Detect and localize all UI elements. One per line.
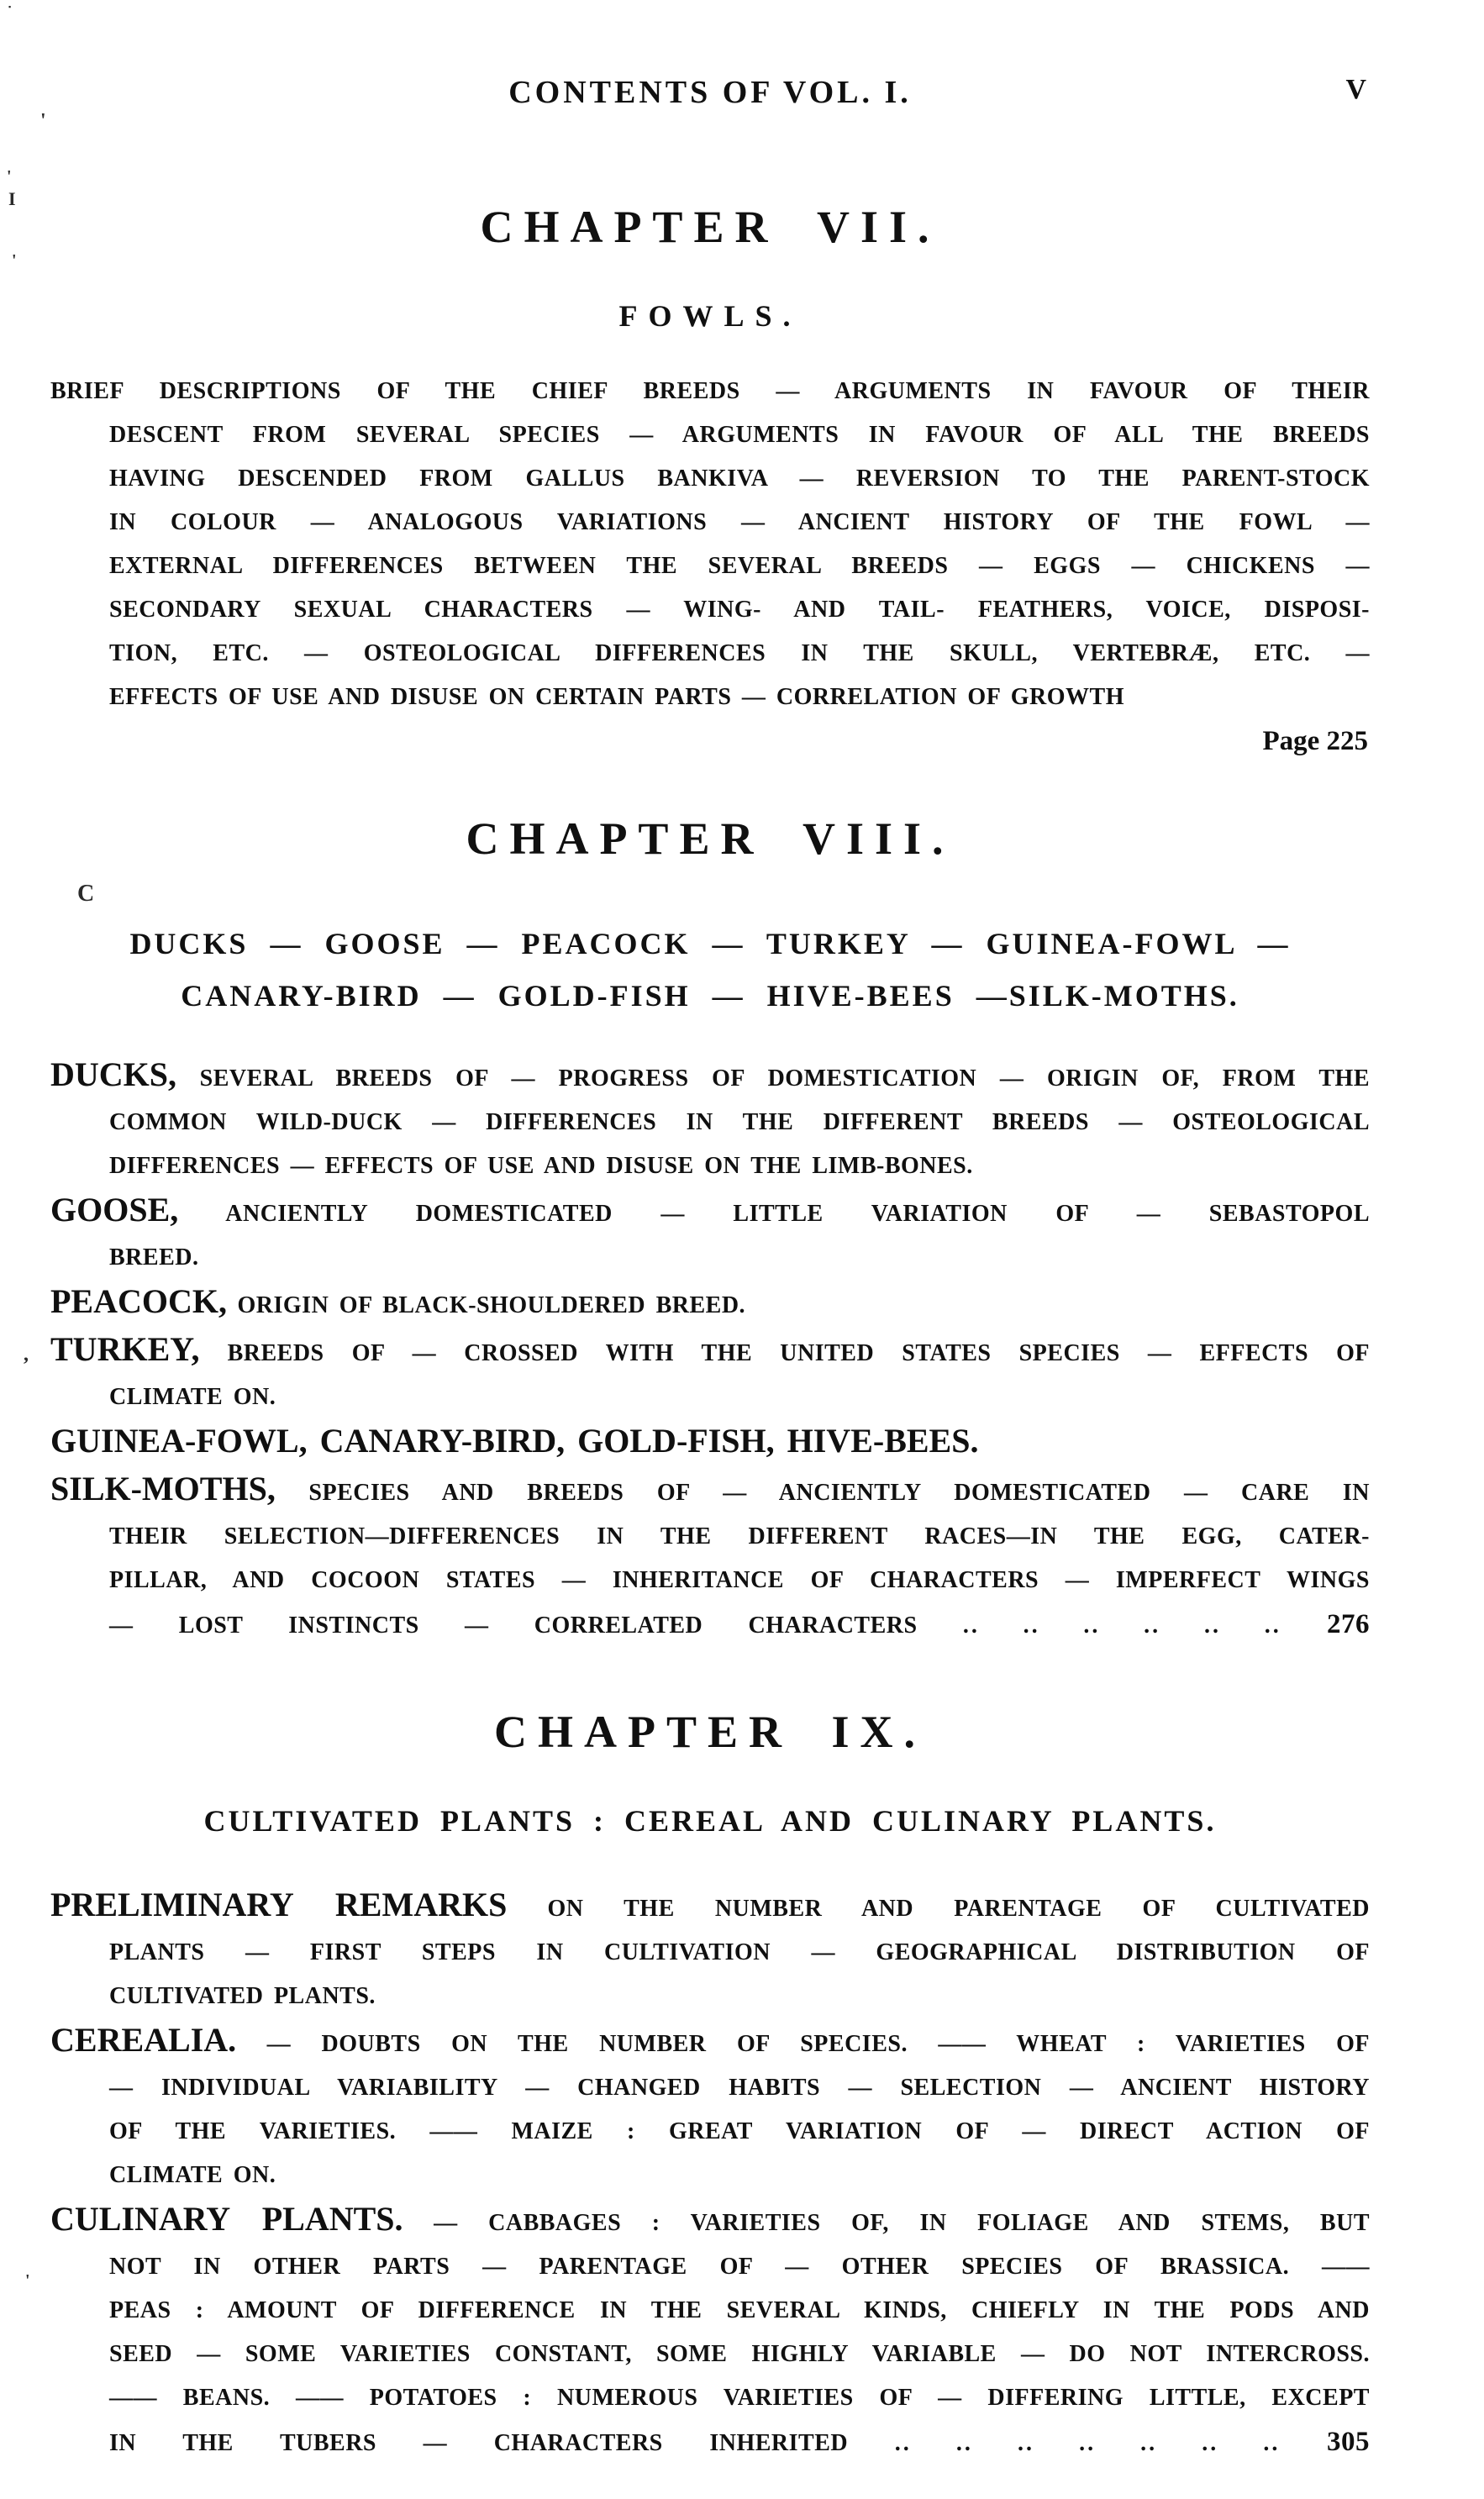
chapter-subtitle: DUCKS — GOOSE — PEACOCK — TURKEY — GUINEA-FOWL — [129,927,1291,960]
chapter-heading: CHAPTER IX. [493,1707,927,1757]
toc-line [50,2154,1370,2197]
toc-line-text: SEED — SOME VARIETIES CONSTANT, SOME HIGHLY VARIABLE — DO NOT INTERCROSS. [109,2341,1370,2367]
toc-line [50,676,1370,719]
toc-line [50,2066,1370,2110]
toc-line-text: — CABBAGES : VARIETIES OF, IN FOLIAGE AND STEMS, BUT [434,2210,1370,2236]
toc-line [50,2420,1370,2465]
toc-line-text: — DOUBTS ON THE NUMBER OF SPECIES. —— WHEAT : VARIETIES OF [266,2031,1370,2057]
toc-line [50,370,1370,413]
chapter-subtitles [50,918,1370,1022]
toc-line [50,1467,1370,1515]
toc-line-text: IN COLOUR — ANALOGOUS VARIATIONS — ANCIENT HISTORY OF THE FOWL — [109,509,1370,535]
toc-line-text: OF THE VARIETIES. —— MAIZE : GREAT VARIATION OF — DIRECT ACTION OF [109,2118,1370,2144]
toc-line [50,2333,1370,2376]
toc-line [50,2376,1370,2420]
toc-line [50,2197,1370,2245]
toc-line [50,1101,1370,1144]
toc-line-text: TION, ETC. — OSTEOLOGICAL DIFFERENCES IN THE SKULL, VERTEBRÆ, ETC. — [109,640,1370,666]
toc-line [50,501,1370,545]
chapter-ix [50,1707,1370,2465]
toc-line-text: COMMON WILD-DUCK — DIFFERENCES IN THE DIFFERENT BREEDS — OSTEOLOGICAL [109,1109,1370,1135]
toc-line-text: ORIGIN OF BLACK-SHOULDERED BREED. [237,1292,746,1318]
toc-line-text: CLIMATE ON. [109,1384,276,1410]
toc-entry-guinea-fowl-group [50,1419,1370,1467]
toc-line [50,1376,1370,1419]
toc-line [50,2289,1370,2333]
toc-line-text: BREEDS OF — CROSSED WITH THE UNITED STATES SPECIES — EFFECTS OF [227,1340,1371,1366]
toc-line [50,1053,1370,1101]
toc-line [50,1188,1370,1236]
entry-lead-word: TURKEY, [50,1330,200,1368]
toc-line-text: SECONDARY SEXUAL CHARACTERS — WING- AND TAIL- FEATHERS, VOICE, DISPOSI- [109,597,1370,623]
toc-line [50,545,1370,588]
chapters [50,202,1370,2465]
toc-line [50,1975,1370,2018]
toc-line [50,1602,1370,1648]
entry-list [50,1883,1370,2465]
toc-line [50,413,1370,457]
scan-mark: ' [40,110,46,132]
scan-mark: ' [7,167,12,186]
entry-lead-word: SILK-MOTHS, [50,1470,276,1507]
toc-line [50,1328,1370,1376]
running-head [50,74,1370,114]
toc-entry-fowls-syllabus [50,370,1370,719]
toc-entry-cerealia [50,2018,1370,2197]
toc-line-text: CULTIVATED PLANTS. [109,1983,376,2009]
leader-dots: .. .. .. .. .. .. [962,1613,1281,1639]
toc-line-text: DIFFERENCES — EFFECTS OF USE AND DISUSE ON THE LIMB-BONES. [109,1153,973,1179]
chapter-viii [50,813,1370,1648]
chapter-subtitle: FOWLS. [618,299,802,333]
toc-line [50,2110,1370,2154]
toc-line-text: NOT IN OTHER PARTS — PARENTAGE OF — OTHER SPECIES OF BRASSICA. —— [109,2254,1370,2280]
toc-line [50,1515,1370,1559]
toc-line [50,632,1370,676]
toc-entry-silk-moths [50,1467,1370,1648]
entry-lead-word: DUCKS, [50,1055,177,1093]
toc-line [50,1883,1370,1931]
toc-entry-culinary-plants [50,2197,1370,2465]
toc-line [50,1931,1370,1975]
toc-line-text: PLANTS — FIRST STEPS IN CULTIVATION — GEOGRAPHICAL DISTRIBUTION OF [109,1939,1370,1965]
chapter-subtitle: CANARY-BIRD — GOLD-FISH — HIVE-BEES —SILK-MOTHS. [181,979,1239,1013]
toc-entry-preliminary-remarks [50,1883,1370,2018]
toc-line-text: ON THE NUMBER AND PARENTAGE OF CULTIVATED [547,1896,1370,1922]
toc-line-text: — INDIVIDUAL VARIABILITY — CHANGED HABITS — SELECTION — ANCIENT HISTORY [109,2075,1370,2101]
chapter-subtitles [50,1802,1370,1839]
toc-line [50,1144,1370,1188]
toc-line [50,457,1370,501]
toc-line-text: BREED. [109,1244,199,1271]
toc-line [50,1559,1370,1602]
toc-line-text: IN THE TUBERS — CHARACTERS INHERITED [109,2430,849,2456]
page-folio: V [1345,74,1366,105]
chapter-subtitles [50,299,1370,333]
toc-line [50,588,1370,632]
toc-line [50,1280,1370,1328]
toc-line-text: SEVERAL BREEDS OF — PROGRESS OF DOMESTICATION — ORIGIN OF, FROM THE [199,1065,1371,1092]
toc-line-text: PEAS : AMOUNT OF DIFFERENCE IN THE SEVERAL KINDS, CHIEFLY IN THE PODS AND [109,2297,1370,2323]
entry-lead-word: PRELIMINARY REMARKS [50,1886,508,1923]
toc-line-text: — LOST INSTINCTS — CORRELATED CHARACTERS [109,1613,918,1639]
toc-entry-turkey [50,1328,1370,1419]
toc-line-text: SPECIES AND BREEDS OF — ANCIENTLY DOMESTICATED — CARE IN [308,1480,1371,1506]
toc-entry-peacock [50,1280,1370,1328]
entry-lead-word: CEREALIA. [50,2021,237,2059]
entry-lead-word: GOOSE, [50,1191,179,1228]
toc-line-text: EFFECTS OF USE AND DISUSE ON CERTAIN PARTS — CORRELATION OF GROWTH [109,684,1124,710]
chapter-page-ref: Page 225 [1262,726,1368,756]
entry-page-number: 305 [1327,2427,1370,2457]
toc-entry-ducks [50,1053,1370,1188]
entry-list [50,370,1370,719]
toc-line-text: PILLAR, AND COCOON STATES — INHERITANCE OF CHARACTERS — IMPERFECT WINGS [109,1567,1370,1593]
scan-mark: C [77,881,95,907]
toc-line [50,1419,1370,1467]
leader-dots: .. .. .. .. .. .. .. [894,2430,1281,2456]
entry-lead-word: CULINARY PLANTS. [50,2200,403,2238]
entry-page-number: 276 [1327,1609,1371,1639]
entry-lead-word: PEACOCK, [50,1282,227,1320]
running-title: CONTENTS OF VOL. I. [508,75,912,110]
toc-line-text: BRIEF DESCRIPTIONS OF THE CHIEF BREEDS — ARGUMENTS IN FAVOUR OF THEIR [50,378,1370,404]
scan-mark: ' [25,2271,30,2290]
chapter-subtitle: CULTIVATED PLANTS : CEREAL AND CULINARY PLANTS. [203,1804,1217,1838]
chapter-heading: CHAPTER VII. [480,202,940,252]
toc-line [50,2245,1370,2289]
page-content [50,0,1370,2465]
toc-line-text: THEIR SELECTION—DIFFERENCES IN THE DIFFERENT RACES—IN THE EGG, CATER- [109,1523,1370,1549]
toc-line-text: EXTERNAL DIFFERENCES BETWEEN THE SEVERAL BREEDS — EGGS — CHICKENS — [109,553,1370,579]
scan-mark: ▪ [8,3,12,11]
chapter-vii [50,202,1370,763]
toc-line-text: ANCIENTLY DOMESTICATED — LITTLE VARIATION OF — SEBASTOPOL [225,1201,1370,1227]
toc-line-text: DESCENT FROM SEVERAL SPECIES — ARGUMENTS IN FAVOUR OF ALL THE BREEDS [109,422,1370,448]
scan-mark: I [8,188,16,209]
entry-lead-word: GUINEA-FOWL, CANARY-BIRD, GOLD-FISH, HIVE-BEES. [50,1422,979,1460]
scan-mark: ' [12,251,17,270]
toc-line-text: CLIMATE ON. [109,2162,276,2188]
toc-line [50,1236,1370,1280]
scan-mark: , [24,1344,29,1365]
chapter-heading: CHAPTER VIII. [466,813,955,864]
toc-line [50,2018,1370,2066]
toc-line-text: —— BEANS. —— POTATOES : NUMEROUS VARIETIES OF — DIFFERING LITTLE, EXCEPT [109,2385,1370,2411]
toc-entry-goose [50,1188,1370,1280]
toc-line-text: HAVING DESCENDED FROM GALLUS BANKIVA — REVERSION TO THE PARENT-STOCK [109,466,1370,492]
entry-list [50,1053,1370,1648]
